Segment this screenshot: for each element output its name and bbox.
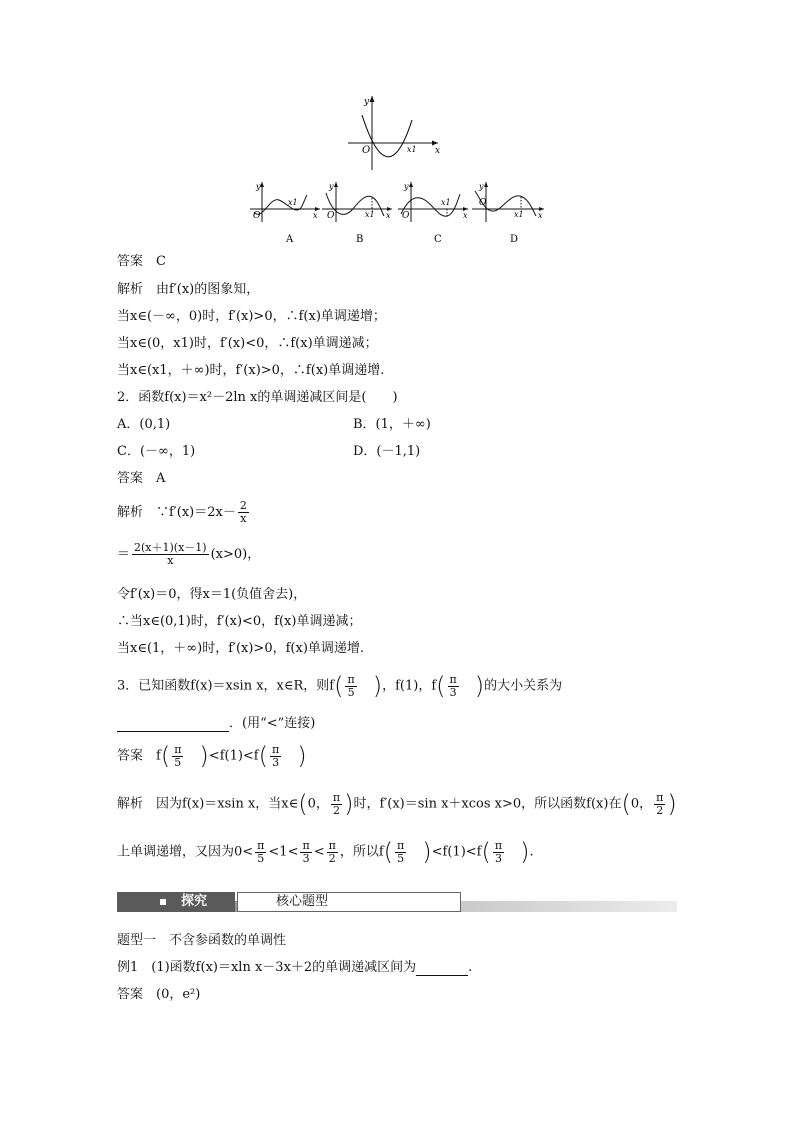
q3-stem-blank-line xyxy=(117,716,315,732)
fraction-numerator: π xyxy=(347,672,355,686)
option-c-y-label: y xyxy=(404,182,409,191)
fraction-denominator: 3 xyxy=(449,685,457,699)
fraction-denominator: x xyxy=(167,554,174,567)
q1-analysis-line: 当x∈(－∞，0)时，f′(x)>0，∴f(x)单调递增； xyxy=(117,309,386,324)
option-a-root-label: x1 xyxy=(288,198,298,207)
option-c-letter: C xyxy=(434,234,442,245)
inequality: <f(1)<f xyxy=(208,748,259,764)
domain-condition: (x>0)， xyxy=(210,547,261,562)
q3-analysis-part: ，所以f xyxy=(339,844,384,860)
option-d-root-label: x1 xyxy=(514,210,524,219)
option-c-origin-label: O xyxy=(402,211,410,221)
section-tab-explore xyxy=(117,892,235,912)
fraction-denominator: 2 xyxy=(656,803,664,817)
option-c-x-label: x xyxy=(463,211,468,220)
fraction-denominator: 3 xyxy=(272,755,280,769)
fraction-pi-over-5 xyxy=(255,840,266,865)
q2-option-c: C．(－∞，1) xyxy=(117,444,196,459)
option-b-root-label: x1 xyxy=(365,210,375,219)
option-c-root-label: x1 xyxy=(441,198,451,207)
option-b-origin-label: O xyxy=(327,211,335,221)
fraction-pi-over-5 xyxy=(395,840,406,865)
fraction-denominator: 2 xyxy=(333,803,341,817)
fraction-numerator: π xyxy=(397,838,405,852)
main-x-label: x xyxy=(435,146,441,156)
q3-analysis-line1: 解析 因为f(x)＝xsin x，当x∈(0， $\frac{\pi}{2}$ )时，f′(x)＝sin x＋xcos x>0，所以函数f(x)在(0， $\frac{\pi}{2}$ ) xyxy=(117,790,677,818)
topic-title: 题型一 不含参函数的单调性 xyxy=(117,933,287,948)
fraction-pi-over-5 xyxy=(345,674,356,699)
q2-stem: 2．函数f(x)＝x²－2ln x的单调递减区间是( ) xyxy=(117,390,398,405)
fraction-numerator: π xyxy=(174,742,182,756)
fraction-denominator: 5 xyxy=(397,851,405,865)
period: . xyxy=(468,960,473,975)
q2-answer: 答案 A xyxy=(117,471,166,486)
q2-analysis-line: ∴当x∈(0,1)时，f′(x)<0，f(x)单调递减； xyxy=(117,614,362,629)
fraction-numerator: 2 xyxy=(239,499,247,512)
fraction-pi-over-3 xyxy=(300,840,311,865)
q3-stem-part: 3．已知函数f(x)＝xsin x，x∈R，则f xyxy=(117,678,335,694)
inequality: <f(1)<f xyxy=(431,844,482,860)
fraction-denominator: 5 xyxy=(257,851,265,865)
option-a-origin-label: O xyxy=(253,211,261,221)
section-tab-label: 探究 xyxy=(181,894,208,909)
q2-analysis-simplified xyxy=(117,540,260,570)
answer-blank[interactable] xyxy=(117,731,229,732)
example-1-answer: 答案 (0，e²) xyxy=(117,987,201,1002)
fraction-numerator: π xyxy=(332,790,341,804)
section-tab-label: 核心题型 xyxy=(276,894,329,909)
main-origin-label: O xyxy=(362,145,371,156)
q2-analysis-derivative xyxy=(117,498,251,528)
fraction-numerator: π xyxy=(328,838,336,852)
q1-analysis-line: 解析 由f′(x)的图象知， xyxy=(117,282,260,297)
example-1 xyxy=(117,960,472,976)
inequality: <1< xyxy=(268,844,299,860)
q2-option-d: D．(－1,1) xyxy=(353,444,421,459)
section-banner xyxy=(117,892,677,912)
section-tab-core xyxy=(237,892,461,912)
fraction-pi-over-2 xyxy=(331,792,342,817)
q3-stem-part: ．(用“<”连接) xyxy=(229,716,316,731)
q1-analysis-line: 当x∈(x1，＋∞)时，f′(x)>0，∴f(x)单调递增. xyxy=(117,363,385,378)
option-a-y-label: y xyxy=(256,182,261,191)
interval-start: 0， xyxy=(630,796,653,812)
option-b-letter: B xyxy=(356,234,364,245)
option-a-x-label: x xyxy=(313,211,318,220)
fraction-numerator: 2(x＋1)(x－1) xyxy=(134,541,207,554)
answer-blank[interactable] xyxy=(416,975,468,976)
q3-analysis-part: 解析 因为f(x)＝xsin x，当x∈ xyxy=(117,796,299,812)
answer-label: 答案 f xyxy=(117,748,161,764)
fraction-numerator: π xyxy=(257,838,265,852)
q3-stem-part: ，f(1)，f xyxy=(382,678,437,694)
fraction-pi-over-2 xyxy=(654,792,665,817)
period: . xyxy=(529,844,534,860)
fraction-pi-over-3 xyxy=(448,674,459,699)
q2-analysis-line: 当x∈(1，＋∞)时，f′(x)>0，f(x)单调递增. xyxy=(117,641,365,656)
option-a-graph xyxy=(250,182,320,245)
derivative-graph-figure xyxy=(0,0,794,250)
q2-analysis-prefix: 解析 ∵f′(x)＝2x－ xyxy=(117,505,236,520)
q2-fraction-2-over-x xyxy=(238,500,249,525)
option-b-y-label: y xyxy=(329,182,334,191)
q3-stem: 3．已知函数f(x)＝xsin x，x∈R，则f( $\frac{\pi}{5}$ )，f(1)，f( $\frac{\pi}{3}$ )的大小关系为 xyxy=(117,672,563,700)
fraction-denominator: x xyxy=(240,512,247,525)
fraction-pi-over-2 xyxy=(327,840,338,865)
q1-analysis-line: 当x∈(0，x1)时，f′(x)<0，∴f(x)单调递减； xyxy=(117,336,378,351)
q3-stem-part: 的大小关系为 xyxy=(484,678,563,694)
option-c-graph xyxy=(398,182,468,245)
q1-answer: 答案 C xyxy=(117,254,166,269)
main-root-label: x1 xyxy=(407,145,417,154)
fraction-pi-over-5 xyxy=(172,744,183,769)
fraction-numerator: π xyxy=(494,838,503,852)
q2-option-a: A．(0,1) xyxy=(117,417,171,432)
fraction-pi-over-3 xyxy=(270,744,281,769)
option-d-x-label: x xyxy=(538,211,543,220)
q3-analysis-part: 时，f′(x)＝sin x＋xcos x>0，所以函数f(x)在 xyxy=(353,796,622,812)
square-bullet-icon xyxy=(160,899,166,905)
main-graph xyxy=(348,96,440,170)
fraction-denominator: 5 xyxy=(347,685,355,699)
q3-analysis-line2: 上单调递增，又因为0< $\frac{\pi}{5}$ <1< $\frac{\pi}{3}$ < $\frac{\pi}{2}$ ，所以f( $\frac{\pi}{5}$ )<f(1)<f( $\frac{\pi}{3}$ ). xyxy=(117,838,534,866)
example-text: 例1 (1)函数f(x)＝xln x－3x＋2的单调递减区间为 xyxy=(117,960,417,975)
fraction-denominator: 2 xyxy=(328,851,336,865)
fraction-denominator: 3 xyxy=(494,851,502,865)
option-b-graph xyxy=(322,182,392,245)
option-a-letter: A xyxy=(286,234,294,245)
fraction-pi-over-3 xyxy=(493,840,504,865)
interval-start: 0， xyxy=(307,796,329,812)
q2-fraction-factored xyxy=(132,542,209,567)
q2-analysis-line: 令f′(x)＝0，得x＝1(负值舍去)， xyxy=(117,587,307,602)
fraction-numerator: π xyxy=(449,672,457,686)
fraction-numerator: π xyxy=(656,790,664,804)
equals-sign: ＝ xyxy=(117,547,131,562)
option-d-graph xyxy=(472,182,544,245)
q2-option-b: B．(1，＋∞) xyxy=(353,417,431,432)
option-d-y-label: y xyxy=(479,182,484,191)
inequality: < xyxy=(313,844,325,860)
fraction-denominator: 3 xyxy=(302,851,310,865)
fraction-numerator: π xyxy=(272,742,280,756)
main-y-label: y xyxy=(364,97,370,107)
fraction-denominator: 5 xyxy=(174,755,182,769)
option-b-x-label: x xyxy=(386,211,391,220)
option-d-origin-label: O xyxy=(479,198,487,208)
q3-analysis-part: 上单调递增，又因为0< xyxy=(117,844,254,860)
option-d-letter: D xyxy=(510,234,519,245)
fraction-numerator: π xyxy=(302,838,310,852)
q3-answer: 答案 f( $\frac{\pi}{5}$ )<f(1)<f( $\frac{\pi}{3}$ ) xyxy=(117,742,307,770)
